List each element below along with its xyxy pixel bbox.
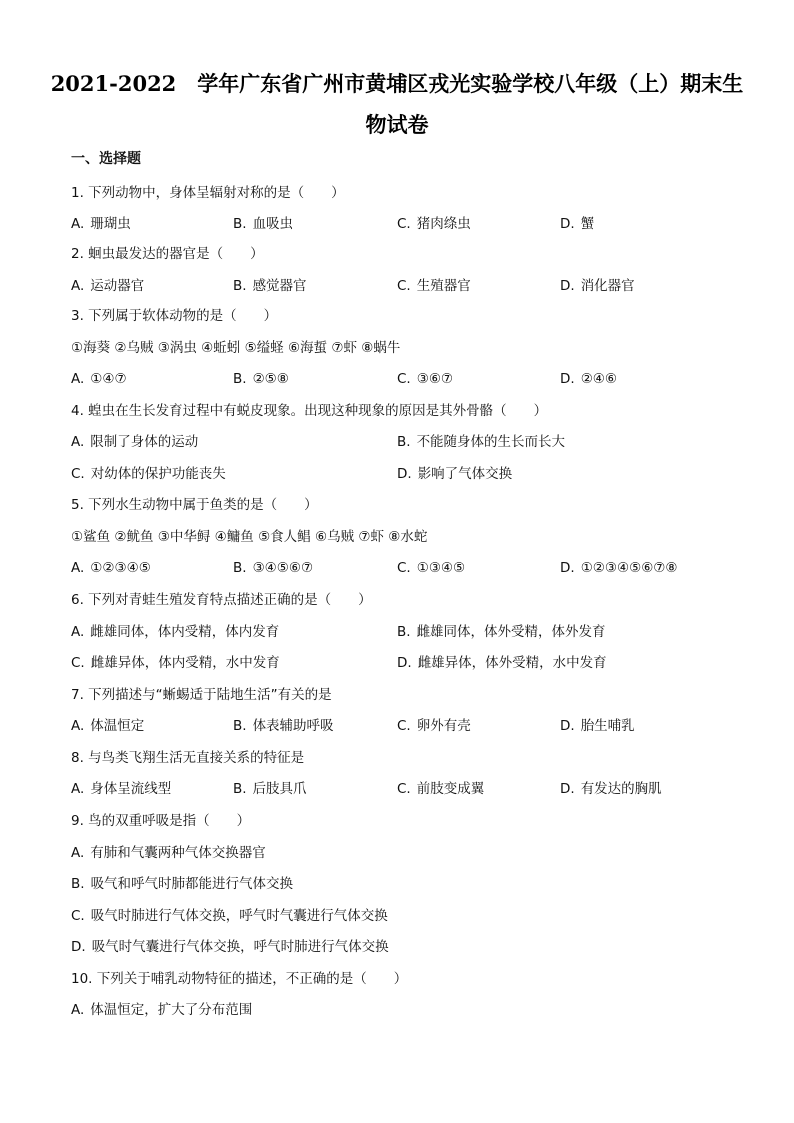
- question-4-option-b: B. 不能随身体的生长而长大: [397, 434, 566, 450]
- question-1-option-d: D. 蟹: [560, 216, 595, 232]
- question-6-stem: 6. 下列对青蛙生殖发育特点描述正确的是（ ）: [71, 592, 372, 608]
- question-1-option-c: C. 猪肉绦虫: [397, 216, 471, 232]
- question-9-stem: 9. 鸟的双重呼吸是指（ ）: [71, 813, 251, 829]
- question-10-option-a: A. 体温恒定，扩大了分布范围: [71, 1002, 253, 1018]
- question-4-option-a: A. 限制了身体的运动: [71, 434, 199, 450]
- question-8-option-a: A. 身体呈流线型: [71, 781, 172, 797]
- question-10-stem: 10. 下列关于哺乳动物特征的描述，不正确的是（ ）: [71, 971, 408, 987]
- section-heading: 一、选择题: [71, 151, 141, 167]
- question-8-option-b: B. 后肢具爪: [233, 781, 307, 797]
- question-7-option-d: D. 胎生哺乳: [560, 718, 635, 734]
- question-7-stem: 7. 下列描述与“蜥蜴适于陆地生活”有关的是: [71, 687, 332, 703]
- question-2-option-c: C. 生殖器官: [397, 278, 471, 294]
- question-3-option-c: C. ③⑥⑦: [397, 371, 454, 387]
- question-6-option-d: D. 雌雄异体，体外受精，水中发育: [397, 655, 607, 671]
- question-4-option-c: C. 对幼体的保护功能丧失: [71, 466, 226, 482]
- question-1-stem: 1. 下列动物中，身体呈辐射对称的是（ ）: [71, 185, 345, 201]
- question-4-option-d: D. 影响了气体交换: [397, 466, 513, 482]
- question-7-option-c: C. 卵外有壳: [397, 718, 471, 734]
- question-5-items: ①鲨鱼 ②鱿鱼 ③中华鲟 ④鳙鱼 ⑤食人鲳 ⑥乌贼 ⑦虾 ⑧水蛇: [71, 529, 428, 545]
- question-3-option-d: D. ②④⑥: [560, 371, 617, 387]
- question-1-option-a: A. 珊瑚虫: [71, 216, 131, 232]
- question-7-option-b: B. 体表辅助呼吸: [233, 718, 334, 734]
- question-8-option-c: C. 前肢变成翼: [397, 781, 485, 797]
- question-3-stem: 3. 下列属于软体动物的是（ ）: [71, 308, 278, 324]
- question-2-stem: 2. 蛔虫最发达的器官是（ ）: [71, 246, 264, 262]
- question-3-option-b: B. ②⑤⑧: [233, 371, 289, 387]
- question-9-option-d: D. 吸气时气囊进行气体交换，呼气时肺进行气体交换: [71, 939, 389, 955]
- question-5-option-a: A. ①②③④⑤: [71, 560, 151, 576]
- question-1-option-b: B. 血吸虫: [233, 216, 294, 232]
- question-5-option-c: C. ①③④⑤: [397, 560, 466, 576]
- question-7-option-a: A. 体温恒定: [71, 718, 145, 734]
- exam-title-line-1: 2021-2022 学年广东省广州市黄埔区戎光实验学校八年级（上）期末生: [50, 71, 744, 96]
- question-2-option-b: B. 感觉器官: [233, 278, 307, 294]
- question-8-option-d: D. 有发达的胸肌: [560, 781, 662, 797]
- exam-title-line-2: 物试卷: [365, 112, 429, 137]
- question-6-option-b: B. 雌雄同体，体外受精，体外发育: [397, 624, 606, 640]
- question-5-option-d: D. ①②③④⑤⑥⑦⑧: [560, 560, 678, 576]
- question-5-option-b: B. ③④⑤⑥⑦: [233, 560, 314, 576]
- question-5-stem: 5. 下列水生动物中属于鱼类的是（ ）: [71, 497, 318, 513]
- question-2-option-d: D. 消化器官: [560, 278, 635, 294]
- question-9-option-c: C. 吸气时肺进行气体交换，呼气时气囊进行气体交换: [71, 908, 388, 924]
- question-3-items: ①海葵 ②乌贼 ③涡虫 ④蚯蚓 ⑤缢蛏 ⑥海蜇 ⑦虾 ⑧蜗牛: [71, 340, 401, 356]
- question-9-option-b: B. 吸气和呼气时肺都能进行气体交换: [71, 876, 294, 892]
- question-3-option-a: A. ①④⑦: [71, 371, 127, 387]
- question-4-stem: 4. 蝗虫在生长发育过程中有蜕皮现象。出现这种现象的原因是其外骨骼（ ）: [71, 403, 548, 419]
- question-2-option-a: A. 运动器官: [71, 278, 145, 294]
- question-8-stem: 8. 与鸟类飞翔生活无直接关系的特征是: [71, 750, 305, 766]
- question-6-option-a: A. 雌雄同体，体内受精，体内发育: [71, 624, 280, 640]
- question-6-option-c: C. 雌雄异体，体内受精，水中发育: [71, 655, 280, 671]
- question-9-option-a: A. 有肺和气囊两种气体交换器官: [71, 845, 266, 861]
